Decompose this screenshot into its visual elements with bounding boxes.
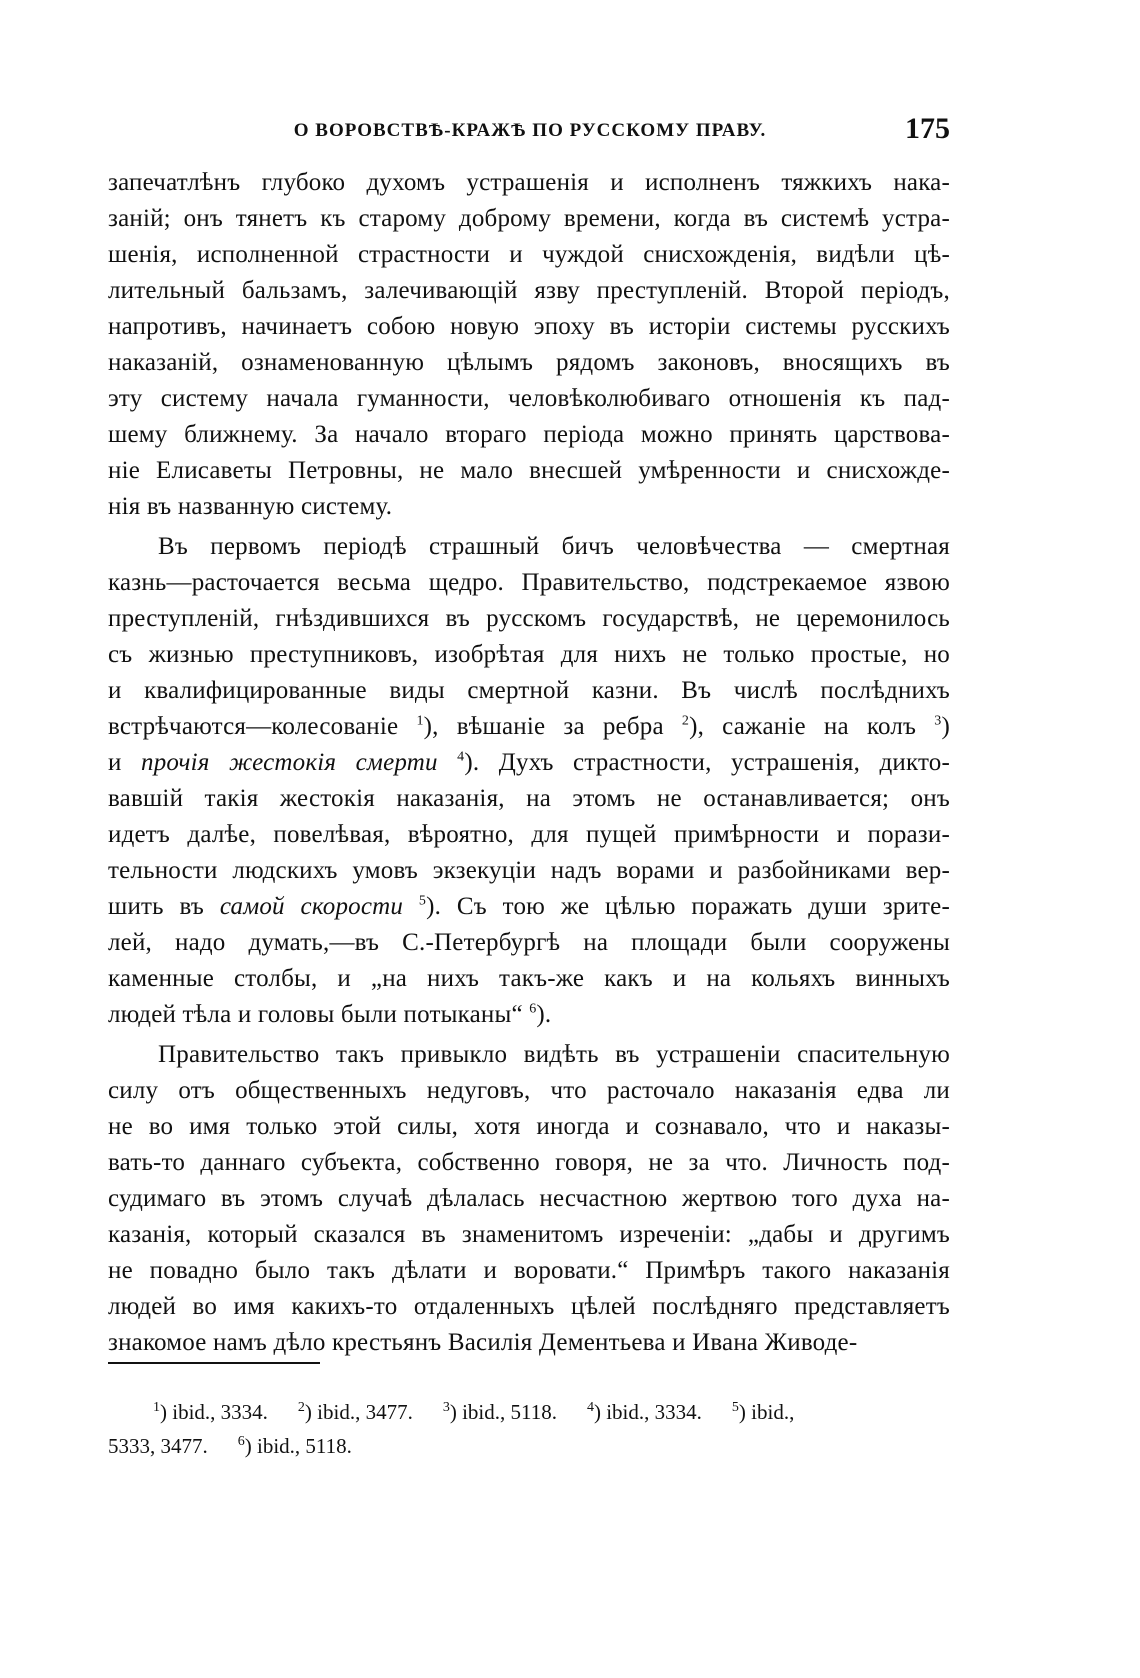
text-line: вавшій такія жестокія наказанія, на этомъ не останавливается; онъ <box>108 785 950 812</box>
text-line: наказаній, ознаменованную цѣлымъ рядомъ законовъ, вносящихъ въ <box>108 349 950 376</box>
text-line: тельности людскихъ умовъ экзекуціи надъ ворами и разбойниками вер- <box>108 857 950 884</box>
text-line: людей во имя какихъ-то отдаленныхъ цѣлей послѣдняго представляетъ <box>108 1293 950 1320</box>
footnote-reference: 6 <box>529 1001 537 1017</box>
footnote-item: $^6$) ibid., 5118. <box>237 1434 352 1458</box>
footnote-continuation: 5333, 3477. <box>108 1434 208 1458</box>
text-line: Правительство такъ привыкло видѣть въ устрашеніи спасительную <box>158 1041 950 1068</box>
text-line: не во имя только этой силы, хотя иногда и сознавало, что и наказы- <box>108 1113 950 1140</box>
footnote-reference: 5 <box>418 893 427 909</box>
paragraph-2 <box>108 529 950 1033</box>
text-line: идетъ далѣе, повелѣвая, вѣроятно, для пущей примѣрности и порази- <box>108 821 950 848</box>
footnote-rule <box>108 1362 320 1364</box>
footnote-reference: 2 <box>681 713 690 729</box>
text-line: шить въ самой скорости $^5$). Съ тою же цѣлью поражать души зрите- <box>108 893 950 920</box>
text-line: не повадно было такъ дѣлати и воровати.“ Примѣръ такого наказанія <box>108 1257 950 1284</box>
text-line: напротивъ, начинаетъ собою новую эпоху въ исторіи системы русскихъ <box>108 313 950 340</box>
footnote-reference: 4 <box>457 749 465 765</box>
paragraph-3 <box>108 1037 950 1361</box>
footnote-line <box>108 1395 950 1429</box>
text-line: лительный бальзамъ, залечивающій язву преступленій. Второй періодъ, <box>108 277 950 304</box>
footnote-reference: 3 <box>934 713 942 729</box>
text-line: казанія, который сказался въ знаменитомъ изреченіи: „дабы и другимъ <box>108 1221 950 1248</box>
footnote-item: $^2$) ibid., 3477. <box>297 1400 413 1424</box>
footnote-line <box>108 1429 950 1463</box>
running-title: О ВОРОВСТВѢ-КРАЖѢ ПО РУССКОМУ ПРАВУ. <box>293 120 767 141</box>
page-number: 175 <box>905 112 950 145</box>
text-line: встрѣчаются—колесованіе $^1$), вѣшаніе за ребра $^2$), сажаніе на колъ $^3$) <box>108 713 950 740</box>
text-line: Въ первомъ періодѣ страшный бичъ человѣчества — смертная <box>158 533 950 560</box>
text-line: съ жизнью преступниковъ, изобрѣтая для нихъ не только простые, но <box>108 641 950 668</box>
text-line: нія въ названную систему. <box>108 493 393 520</box>
footnote-item: $^4$) ibid., 3334. <box>586 1400 702 1424</box>
text-line: знакомое намъ дѣло крестьянъ Василія Дементьева и Ивана Живоде- <box>108 1329 858 1356</box>
text-line: и квалифицированные виды смертной казни. Въ числѣ послѣднихъ <box>108 677 950 704</box>
text-line: шенія, исполненной страстности и чуждой снисхожденія, видѣли цѣ- <box>108 241 950 268</box>
footnotes <box>108 1395 950 1463</box>
text-line: лей, надо думать,—въ С.-Петербургѣ на площади были сооружены <box>108 929 950 956</box>
text-line: людей тѣла и головы были потыканы“ $^6$). <box>108 1001 552 1028</box>
text-line: эту систему начала гуманности, человѣколюбиваго отношенія къ пад- <box>108 385 950 412</box>
text-line: шему ближнему. За начало втораго періода можно принять царствова- <box>108 421 950 448</box>
footnote-item: $^3$) ibid., 5118. <box>442 1400 557 1424</box>
text-line: заній; онъ тянетъ къ старому доброму времени, когда въ системѣ устра- <box>108 205 950 232</box>
text-line: преступленій, гнѣздившихся въ русскомъ государствѣ, не церемонилось <box>108 605 950 632</box>
footnote-item: $^1$) ibid., 3334. <box>153 1400 268 1424</box>
body-text <box>108 165 950 1361</box>
italic-phrase: прочія жестокія смерти <box>141 749 438 776</box>
text-line: вать-то даннаго субъекта, собственно говоря, не за что. Личность под- <box>108 1149 950 1176</box>
text-line: судимаго въ этомъ случаѣ дѣлалась несчастною жертвою того духа на- <box>108 1185 950 1212</box>
text-line: ніе Елисаветы Петровны, не мало внесшей умѣренности и снисхожде- <box>108 457 950 484</box>
text-line: каменные столбы, и „на нихъ такъ-же какъ и на кольяхъ винныхъ <box>108 965 950 992</box>
paragraph-1 <box>108 165 950 525</box>
footnote-reference: 1 <box>416 713 424 729</box>
running-head <box>110 112 950 152</box>
footnote-item: $^5$) ibid., <box>731 1400 795 1424</box>
italic-phrase: самой скорости <box>219 893 404 920</box>
text-line: запечатлѣнъ глубоко духомъ устрашенія и исполненъ тяжкихъ нака- <box>108 169 950 196</box>
text-line: казнь—расточается весьма щедро. Правительство, подстрекаемое язвою <box>108 569 950 596</box>
text-line: и прочія жестокія смерти $^4$). Духъ страстности, устрашенія, дикто- <box>108 749 950 776</box>
text-line: силу отъ общественныхъ недуговъ, что расточало наказанія едва ли <box>108 1077 950 1104</box>
